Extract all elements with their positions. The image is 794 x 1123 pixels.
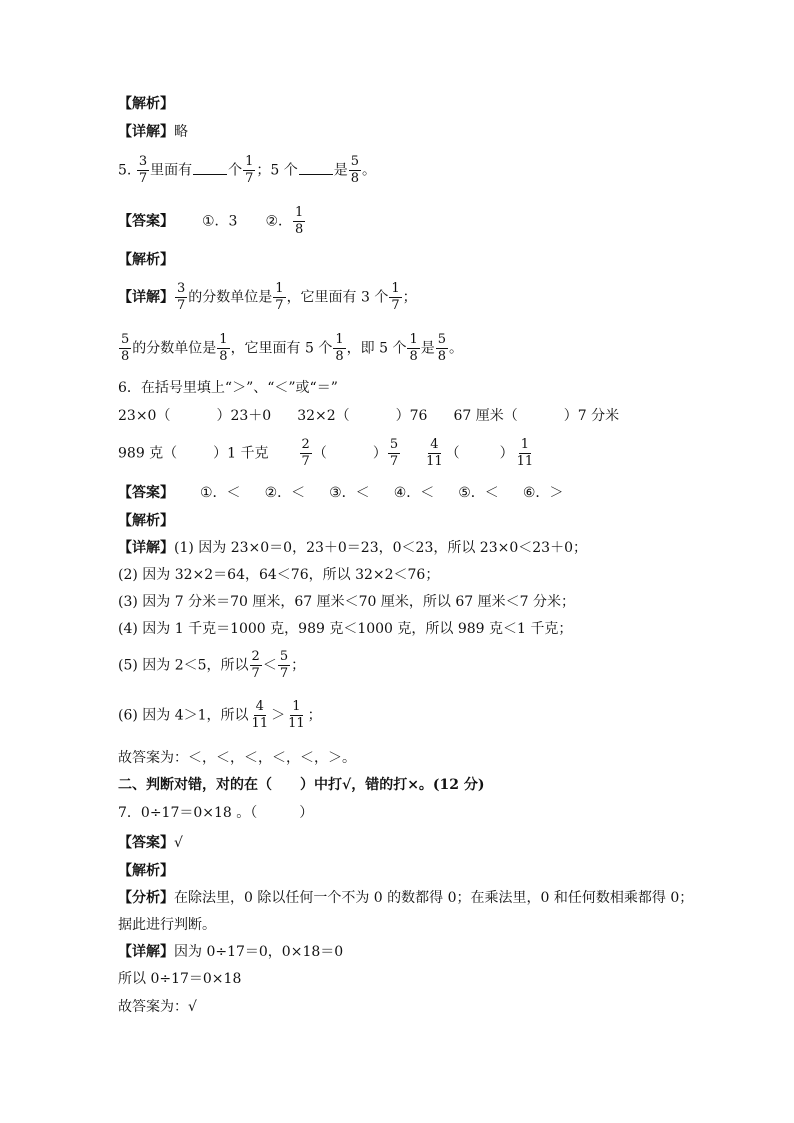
detail-6-6: (6) 因为 4＞1，所以 $\frac{4}{11}$ ＞ $\frac{1}{11}$ ；	[118, 699, 322, 731]
detail-5b: $\frac{5}{8}$ 的分数单位是 $\frac{1}{8}$ ，它里面有 5 个 $\frac{1}{8}$ ，即 5 个 $\frac{1}{8}$ 是 $\frac{5}{8}$ 。	[121, 332, 464, 364]
detail-6-5: (5) 因为 2＜5，所以 $\frac{2}{7}$ ＜ $\frac{5}{7}$ ；	[118, 649, 306, 681]
detail-6-1: 【详解】(1) 因为 23×0＝0，23＋0＝23，0＜23，所以 23×0＜23＋0；	[118, 540, 587, 556]
answer-5: 【答案】 ①．3 ②． $\frac{1}{8}$	[118, 205, 304, 237]
analysis-7a: 【分析】在除法里，0 除以任何一个不为 0 的数都得 0；在乘法里，0 和任何数相乘都得 0；	[118, 890, 694, 906]
answer-6: 【答案】 ①．＜ ②．＜ ③．＜ ④．＜ ⑤．＜ ⑥．＞	[118, 485, 564, 501]
analysis-heading: 【解析】	[118, 863, 174, 879]
detail-6-3: (3) 因为 7 分米＝70 厘米，67 厘米＜70 厘米，所以 67 厘米＜7 分米；	[118, 594, 575, 610]
question-5: 5. $\frac{3}{7}$ 里面有 个 $\frac{1}{7}$ ；5 个 是 $\frac{5}{8}$ 。	[118, 154, 377, 186]
question-6-row-2: 989 克（ ）1 千克 $\frac{2}{7}$ （ ） $\frac{5}{7}$ $\frac{4}{11}$ （ ） $\frac{1}{11}$	[118, 437, 534, 469]
question-7: 7．0÷17＝0×18 。（ ）	[118, 805, 314, 821]
detail-7: 【详解】因为 0÷17＝0，0×18＝0	[118, 944, 344, 960]
question-6-row-1: 23×0（ ）23＋0 32×2（ ）76 67 厘米（ ）7 分米	[118, 408, 620, 424]
analysis-heading: 【解析】	[118, 252, 174, 268]
analysis-7b: 据此进行判断。	[118, 917, 216, 933]
analysis-heading: 【解析】	[118, 96, 174, 112]
answer-7: 【答案】√	[118, 835, 183, 851]
detail-line: 【详解】略	[118, 124, 188, 140]
analysis-heading: 【解析】	[118, 513, 174, 529]
conclusion-7: 故答案为：√	[118, 999, 197, 1015]
therefore-7: 所以 0÷17＝0×18	[118, 971, 242, 987]
conclusion-6: 故答案为：＜，＜，＜，＜，＜，＞。	[118, 750, 356, 766]
detail-6-4: (4) 因为 1 千克＝1000 克，989 克＜1000 克，所以 989 克＜1 千克；	[118, 621, 573, 637]
detail-6-2: (2) 因为 32×2＝64，64＜76，所以 32×2＜76；	[118, 567, 440, 583]
question-6: 6．在括号里填上“＞”、“＜”或“＝”	[118, 380, 338, 396]
section-2-heading: 二、判断对错，对的在（ ）中打√，错的打×。(12 分)	[118, 777, 485, 793]
detail-5a: 【详解】 $\frac{3}{7}$ 的分数单位是 $\frac{1}{7}$ ，它里面有 3 个 $\frac{1}{7}$ ；	[118, 281, 417, 313]
